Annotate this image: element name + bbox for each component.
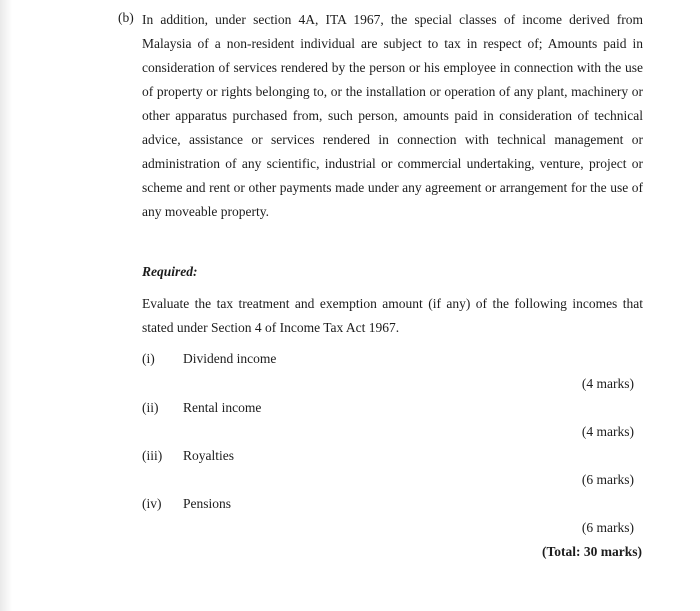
question-paragraph: In addition, under section 4A, ITA 1967, the special classes of income derived from Malaysia of a non-resident individual are subject to tax in respect of; Amounts paid in consideration of services rendered by the person or his employee in connection with the use of property or rights belonging to, or the installation or operation of any plant, machinery or other apparatus purchased from, such person, amounts paid in consideration of technical advice, assistance or services rendered in connection with technical management or administration of any scientific, industrial or commercial undertaking, venture, project or scheme and rent or other payments made under any agreement or arrangement for the use of any moveable property. <box>142 12 643 219</box>
item-number: (ii) <box>142 400 159 415</box>
item-number: (i) <box>142 351 155 366</box>
instruction-paragraph: Evaluate the tax treatment and exemption amount (if any) of the following incomes that stated under Section 4 of Income Tax Act 1967. <box>142 296 643 335</box>
item-text: Royalties <box>183 448 234 463</box>
total-marks: (Total: 30 marks) <box>542 544 642 559</box>
item-number: (iii) <box>142 448 163 463</box>
item-marks: (4 marks) <box>581 376 634 391</box>
item-text: Dividend income <box>183 351 277 366</box>
part-label: (b) <box>118 10 134 25</box>
item-marks: (6 marks) <box>581 520 634 535</box>
item-marks: (4 marks) <box>581 424 634 439</box>
item-marks: (6 marks) <box>581 472 634 487</box>
item-number: (iv) <box>142 496 162 511</box>
required-heading: Required: <box>142 264 198 279</box>
item-text: Pensions <box>183 496 232 511</box>
item-text: Rental income <box>183 400 262 415</box>
